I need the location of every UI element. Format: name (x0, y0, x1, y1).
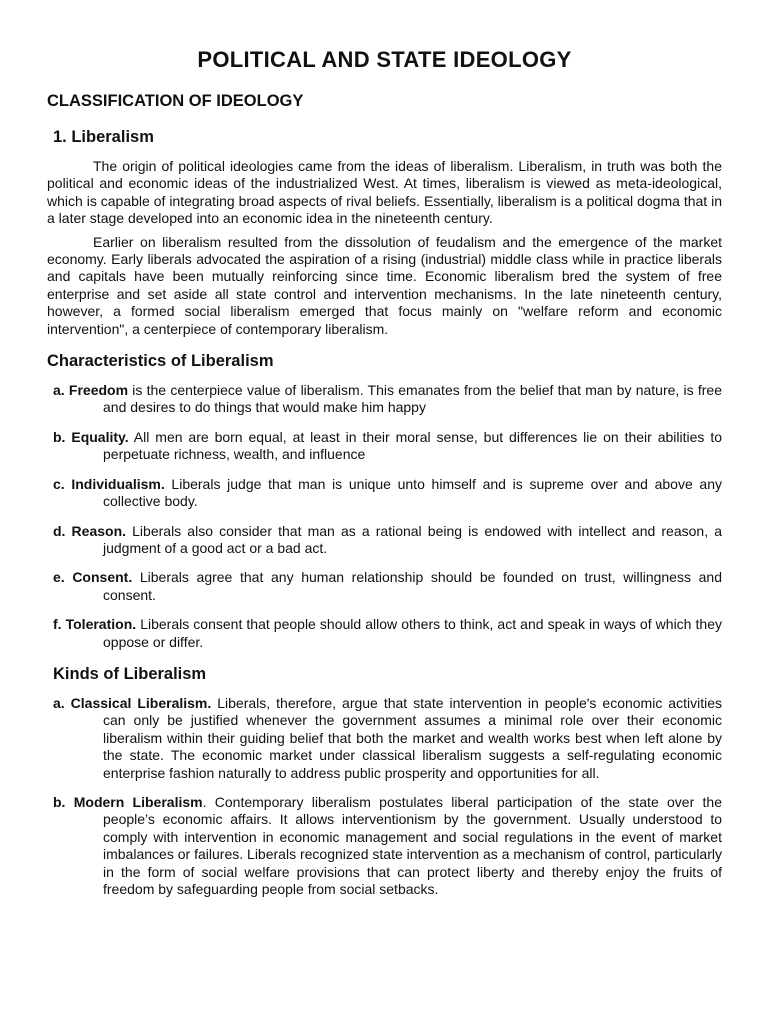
document-title: POLITICAL AND STATE IDEOLOGY (197, 47, 572, 72)
item-term: b. Equality. (53, 428, 129, 445)
item-term: d. Reason. (53, 522, 127, 539)
section-heading-kinds: Kinds of Liberalism (53, 664, 207, 683)
item-term: f. Toleration. (53, 616, 137, 633)
list-item-classical-liberalism (47, 695, 722, 782)
item-text: Liberals consent that people should allow others to think, act and speak in ways of which they oppose or differ. (103, 616, 722, 650)
item-text: All men are born equal, at least in their moral sense, but differences lie on their abilities to perpetuate richness, wealth, and influence (103, 428, 723, 463)
list-item-toleration (47, 616, 722, 651)
list-item-modern-liberalism (47, 794, 722, 898)
list-item-consent (47, 569, 722, 604)
item-term: a. Freedom (53, 382, 129, 399)
item-text: Liberals judge that man is unique unto himself and is supreme over and above any collective body. (103, 475, 722, 510)
item-text: Liberals also consider that man as a rational being is endowed with intellect and reason, a judgment of a good act or a bad act. (103, 522, 722, 556)
item-text: Liberals agree that any human relationship should be founded on trust, willingness and consent. (103, 569, 722, 603)
section-heading-liberalism: 1. Liberalism (53, 128, 154, 146)
item-term: c. Individualism. (53, 475, 165, 492)
list-item-equality (47, 429, 722, 464)
item-text: . Contemporary liberalism postulates liberal participation of the state over the people’s economic affairs. It allows interventionism by the government. Usually understood to comply with intervention in economic management and social regulations in the event of market imbalances or failures. Liberals recognized state intervention as a mechanism of control, particularly in the form of social welfare provisions that can protect liberty and thereby enjoy the fruits of freedom by safeguarding people from social setbacks. (103, 793, 722, 897)
item-text: Liberals, therefore, argue that state intervention in people's economic activities can only be justified whenever the government assumes a minimal role over their economic liberalism within their guiding belief that both the market and wealth works best when left alone by the state. The economic market under classical liberalism suggests a self-regulating economic enterprise fashion naturally to address public prosperity and opportunities for all. (103, 694, 722, 781)
paragraph: The origin of political ideologies came from the ideas of liberalism. Liberalism, in truth was both the political and economic ideas of the industrialized West. At times, liberalism is viewed as meta-ideological, which is capable of integrating broad aspects of rival beliefs. Essentially, liberalism is a political dogma that in a later stage developed into an economic idea in the nineteenth century. (47, 158, 722, 227)
item-term: e. Consent. (53, 569, 133, 586)
document-subtitle: CLASSIFICATION OF IDEOLOGY (47, 92, 304, 110)
section-heading-characteristics: Characteristics of Liberalism (47, 352, 274, 371)
paragraph: Earlier on liberalism resulted from the dissolution of feudalism and the emergence of the market economy. Early liberals advocated the aspiration of a rising (industrial) middle class while in practice liberals and capitals have been mutually reinforcing since time. Economic liberalism bred the system of free enterprise and set aside all state control and intervention mechanisms. In the late nineteenth century, however, a formed social liberalism emerged that focus mainly on "welfare reform and economic intervention", a centerpiece of contemporary liberalism. (47, 233, 722, 337)
list-item-individualism (47, 476, 722, 511)
item-text: is the centerpiece value of liberalism. This emanates from the belief that man by nature, is free and desires to do things that would make him happy (103, 382, 722, 416)
item-term: b. Modern Liberalism (53, 793, 203, 810)
item-term: a. Classical Liberalism. (53, 694, 212, 711)
list-item-reason (47, 523, 722, 558)
list-item-freedom (47, 382, 722, 417)
